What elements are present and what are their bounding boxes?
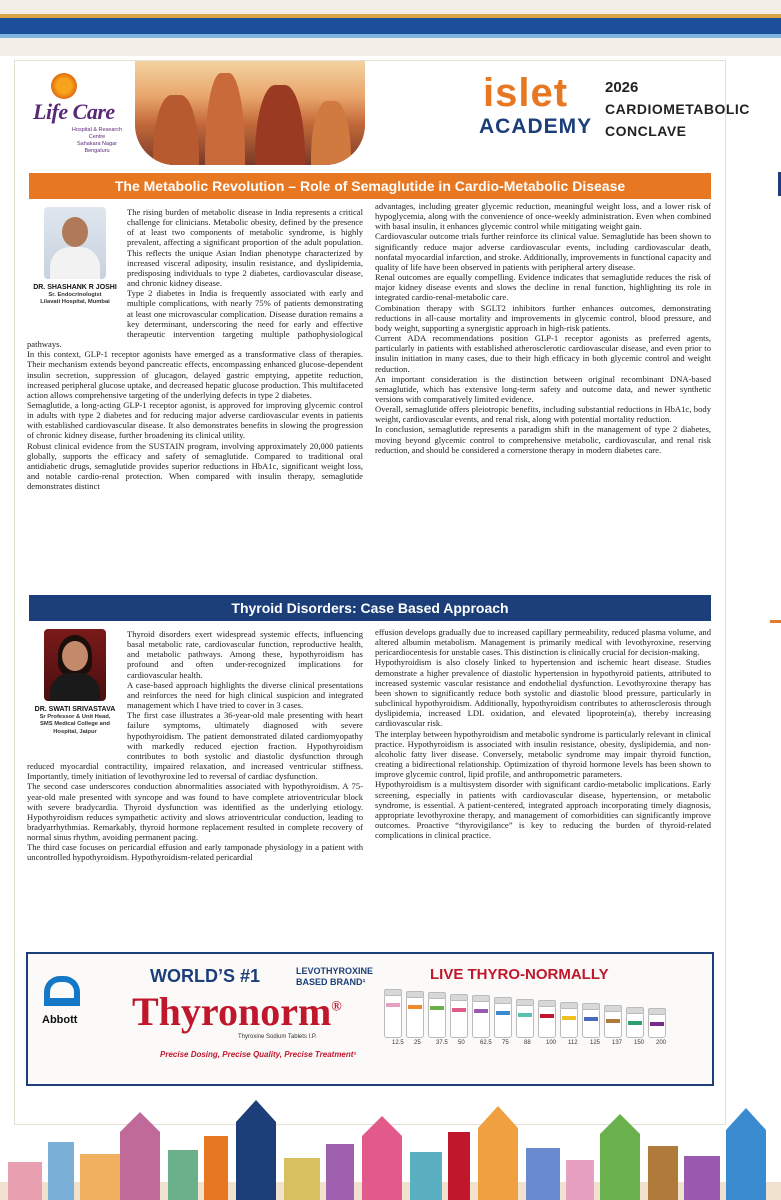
top-decorative-strip [0, 0, 781, 56]
product-bottle [538, 1005, 556, 1038]
paragraph: The rising burden of metabolic disease in India represents a critical challenge for clinicians. Metabolic obesity, defined by the presence of at least two components of metabolic syndrome, is highly prevalent, affecting a significant proportion of the adult population. This reflects the unique Asian Indian phenotype characterized by increased visceral adiposity, insulin resistance, and dyslipidemia, predisposing individuals to type 2 diabetes, cardiovascular disease, and chronic kidney disease. [127, 207, 363, 289]
hospital-name: Life Care [33, 99, 115, 124]
dose-label: 100 [546, 1040, 557, 1046]
product-bottle [450, 999, 468, 1038]
hospital-sub: Hospital & Research Centre Sahakara Nagar Bengaluru [71, 127, 123, 154]
paragraph: In this context, GLP-1 receptor agonists have emerged as a transformative class of therapies. Their mechanism extends beyond pancreatic effects, encompassing enhanced glucose-dependent insulin secretion, suppression of glucagon, delayed gastric emptying, appetite reduction, increased peripheral glucose uptake, and decreased hepatic glucose production. This multifaceted action allows comprehensive targeting of the underlying defects in type 2 diabetes. [27, 349, 363, 400]
article2-column1 [27, 629, 363, 863]
dose-label: 37.5 [436, 1040, 448, 1046]
author-role: Sr Professor & Unit Head, SMS Medical College and Hospital, Jaipur [39, 714, 111, 735]
ad-headline: WORLD’S #1 [150, 966, 261, 986]
article1-column1 [27, 207, 363, 491]
page-header [15, 61, 750, 171]
paragraph: Thyroid disorders exert widespread systemic effects, influencing basal metabolic rate, cardiovascular function, reproductive health, and metabolic pathways. Among these, hypothyroidism has profound and often under-recognized implications for cardiovascular health. [127, 629, 363, 680]
article2-author-box [27, 629, 123, 755]
paragraph: Combination therapy with SGLT2 inhibitors further enhances outcomes, demonstrating reductions in all-cause mortality and improvements in glycemic control, blood pressure, and body weight, supporting a synergistic approach in high-risk patients. [375, 302, 711, 333]
paragraph: Cardiovascular outcome trials further reinforce its clinical value. Semaglutide has been shown to significantly reduce major adverse cardiovascular events, including cardiovascular death, nonfatal myocardial infarction, and stroke. Additionally, improvements in functional capacity and quality of life have been observed in patients with peripheral artery disease. [375, 231, 711, 272]
product-bottle [428, 997, 446, 1038]
article1-title: The Metabolic Revolution – Role of Semaglutide in Cardio-Metabolic Disease [29, 173, 711, 199]
article1-author-box [27, 207, 123, 333]
academy-word: ACADEMY [479, 115, 593, 138]
paragraph: The first case illustrates a 36-year-old male presenting with heart failure symptoms, ultimately diagnosed with severe hypothyroidism. The patient demonstrated dilated cardiomyopathy with markedly reduced ejection fraction. Hypothyroidism contributes to both systolic and diastolic dysfunction through reduced myocardial contractility, impaired relaxation, and increased ventricular stiffness. Importantly, timely initiation of levothyroxine led to reversal of cardiac dysfunction. [27, 710, 363, 782]
paragraph: The interplay between hypothyroidism and metabolic syndrome is particularly relevant in clinical practice. Hypothyroidism is associated with insulin resistance, obesity, dyslipidemia, and non-alcoholic fatty liver disease. Conversely, metabolic syndrome may impair thyroid function, creating a bidirectional relationship. Optimization of thyroid hormone levels has been shown to improve glycemic control, lipid profile, and anthropometric parameters. [375, 728, 711, 780]
paragraph: Hypothyroidism is also closely linked to hypertension and ischemic heart disease. Studies demonstrate a higher prevalence of diastolic hypertension in hypothyroid patients, attributed to increased systemic vascular resistance and endothelial dysfunction. Levothyroxine therapy has been shown to significantly reduce both systolic and diastolic blood pressure, particularly in subclinical hypothyroidism. Additionally, hypothyroidism contributes to atherosclerosis through dyslipidemia, increased LDL oxidation, and elevated lipoprotein(a), thereby increasing cardiovascular risk. [375, 657, 711, 729]
paragraph: Semaglutide, a long-acting GLP-1 receptor agonist, is approved for improving glycemic control in adults with type 2 diabetes and for reducing major adverse cardiovascular events in patients with established cardiovascular disease. It also demonstrates benefits in slowing the progression of chronic kidney disease, further broadening its clinical utility. [27, 399, 363, 441]
author-role: Sr. Endocrinologist Lilavati Hospital, Mumbai [40, 292, 110, 306]
brand-word: Thyronorm [132, 989, 332, 1034]
paragraph: advantages, including greater glycemic reduction, meaningful weight loss, and a lower risk of hypoglycemia, along with the convenience of once-weekly administration. Even when combined with basal insulin, it enhances glycemic control while mitigating weight gain. [375, 201, 711, 232]
paragraph: An important consideration is the distinction between original recombinant DNA-based semaglutide, which has extensive long-term safety and outcome data, and newer synthetic versions with comparatively limited evidence. [375, 373, 711, 404]
abbott-logo-icon [40, 976, 84, 1016]
dose-label: 62.5 [480, 1040, 492, 1046]
paragraph: Overall, semaglutide offers pleiotropic benefits, including substantial reductions in HbA1c, body weight, cardiovascular events, and renal risk, along with potential mortality reduction. [375, 404, 711, 425]
temple-illustration [135, 61, 365, 165]
conclave-year: 2026 [605, 79, 639, 96]
dose-label: 125 [590, 1040, 601, 1046]
product-bottle [582, 1008, 600, 1038]
dose-strengths [390, 1040, 690, 1050]
dose-label: 200 [656, 1040, 667, 1046]
conclave-logo [473, 71, 750, 161]
ad-fine-print [38, 1064, 708, 1084]
product-bottle [648, 1013, 666, 1038]
thyronorm-advertisement [26, 952, 714, 1086]
paragraph: The third case focuses on pericardial effusion and early tamponade physiology in a patient with uncontrolled hypothyroidism. Hypothyroidism-related pericardial [27, 842, 363, 863]
product-bottle [472, 1000, 490, 1038]
article1-column2 [375, 201, 711, 455]
paragraph: A case-based approach highlights the diverse clinical presentations and reinforces the need for high clinical suspicion and integrated management which I have tried to cover in 3 cases. [127, 679, 363, 711]
product-bottle [604, 1010, 622, 1038]
dose-label: 112 [568, 1040, 578, 1046]
ad-slogan: LIVE THYRO-NORMALLY [430, 966, 609, 983]
sunflower-icon [51, 73, 77, 99]
ad-tagline: Precise Dosing, Precise Quality, Precise Treatment¹ [160, 1050, 357, 1059]
hospital-logo [27, 69, 127, 161]
article2-title: Thyroid Disorders: Case Based Approach [29, 595, 711, 621]
conclave-line1: CARDIOMETABOLIC [605, 101, 750, 117]
adjacent-page-edge [760, 160, 781, 620]
registered-mark: ® [331, 999, 342, 1015]
brand-name [132, 988, 342, 1035]
product-bottle [406, 996, 424, 1038]
brand-sub: Thyroxine Sodium Tablets I.P. [238, 1034, 317, 1040]
dose-label: 150 [634, 1040, 645, 1046]
product-bottles [384, 988, 684, 1038]
islet-wordmark: islet [483, 71, 569, 115]
dose-label: 137 [612, 1040, 623, 1046]
paragraph: effusion develops gradually due to increased capillary permeability, reduced plasma volume, and altered albumin metabolism. Management is primarily medical with levothyroxine, reserving pericardiocentesis for unstable cases. This distinction is clinically crucial for decision-making. [375, 627, 711, 658]
author-photo [44, 207, 106, 279]
paragraph: Type 2 diabetes in India is frequently associated with early and multiple complications, with nearly 75% of patients demonstrating at least one microvascular complication. Disease duration remains a key determinant, underscoring the need for early and effective therapeutic intervention targeting multiple pathophysiological pathways. [27, 288, 363, 350]
dose-label: 12.5 [392, 1040, 404, 1046]
product-bottle [384, 994, 402, 1038]
product-bottle [494, 1002, 512, 1038]
author-name: DR. SHASHANK R JOSHI [33, 284, 117, 291]
ad-headline-sub: LEVOTHYROXINE BASED BRAND¹ [296, 966, 374, 987]
company-name: Abbott [42, 1014, 78, 1026]
paragraph: Current ADA recommendations position GLP-1 receptor agonists as preferred agents, particularly in patients with established atherosclerotic cardiovascular disease, and even prior to insulin initiation in many cases, due to their high efficacy in both glycemic control and weight reduction. [375, 333, 711, 374]
paragraph: Hypothyroidism is a multisystem disorder with significant cardio-metabolic implications. Early screening, especially in patients with cardiovascular disease, hypertension, or metabolic syndrome, is essential. A patient-centered, integrated approach incorporating timely diagnosis, appropriate levothyroxine therapy, and management of comorbidities can significantly improve outcomes. Proactive “thyrovigilance” is key to reducing the burden of thyroid-related complications in clinical practice. [375, 779, 711, 841]
dose-label: 50 [458, 1040, 465, 1046]
dose-label: 75 [502, 1040, 509, 1046]
product-bottle [560, 1007, 578, 1038]
paragraph: Robust clinical evidence from the SUSTAIN program, involving approximately 20,000 patients globally, supports the efficacy and safety of semaglutide. Compared to traditional oral antidiabetic drugs, semaglutide provides superior reductions in HbA1c, significant weight loss, and notable cardio-renal protection. When compared with insulin therapy, semaglutide demonstrates distinct [27, 440, 363, 492]
city-skyline-illustration [0, 1092, 781, 1200]
product-bottle [626, 1012, 644, 1038]
paragraph: The second case underscores conduction abnormalities associated with hypothyroidism. A 75-year-old male presented with syncope and was found to have complete atrioventricular block with severe bradycardia. Thyroid dysfunction was identified as the underlying etiology. Hypothyroidism reduces sympathetic activity and slows atrioventricular conduction, leading to bradyarrhythmias. Remarkably, thyroid hormone replacement resulted in complete recovery of normal sinus rhythm, avoiding permanent pacing. [27, 781, 363, 843]
article2-column2 [375, 627, 711, 840]
dose-label: 88 [524, 1040, 531, 1046]
author-photo [44, 629, 106, 701]
conclave-line2: CONCLAVE [605, 123, 687, 139]
paragraph: In conclusion, semaglutide represents a paradigm shift in the management of type 2 diabetes, moving beyond glycemic control to comprehensive metabolic, cardiovascular, and renal risk reduction, and should be considered a cornerstone therapy in modern diabetes care. [375, 424, 711, 455]
author-name: DR. SWATI SRIVASTAVA [34, 706, 116, 713]
paragraph: Renal outcomes are equally compelling. Evidence indicates that semaglutide reduces the risk of major kidney disease events and slows the decline in renal function, highlighting its role in integrated cardio-renal-metabolic care. [375, 272, 711, 303]
product-bottle [516, 1004, 534, 1038]
dose-label: 25 [414, 1040, 421, 1046]
